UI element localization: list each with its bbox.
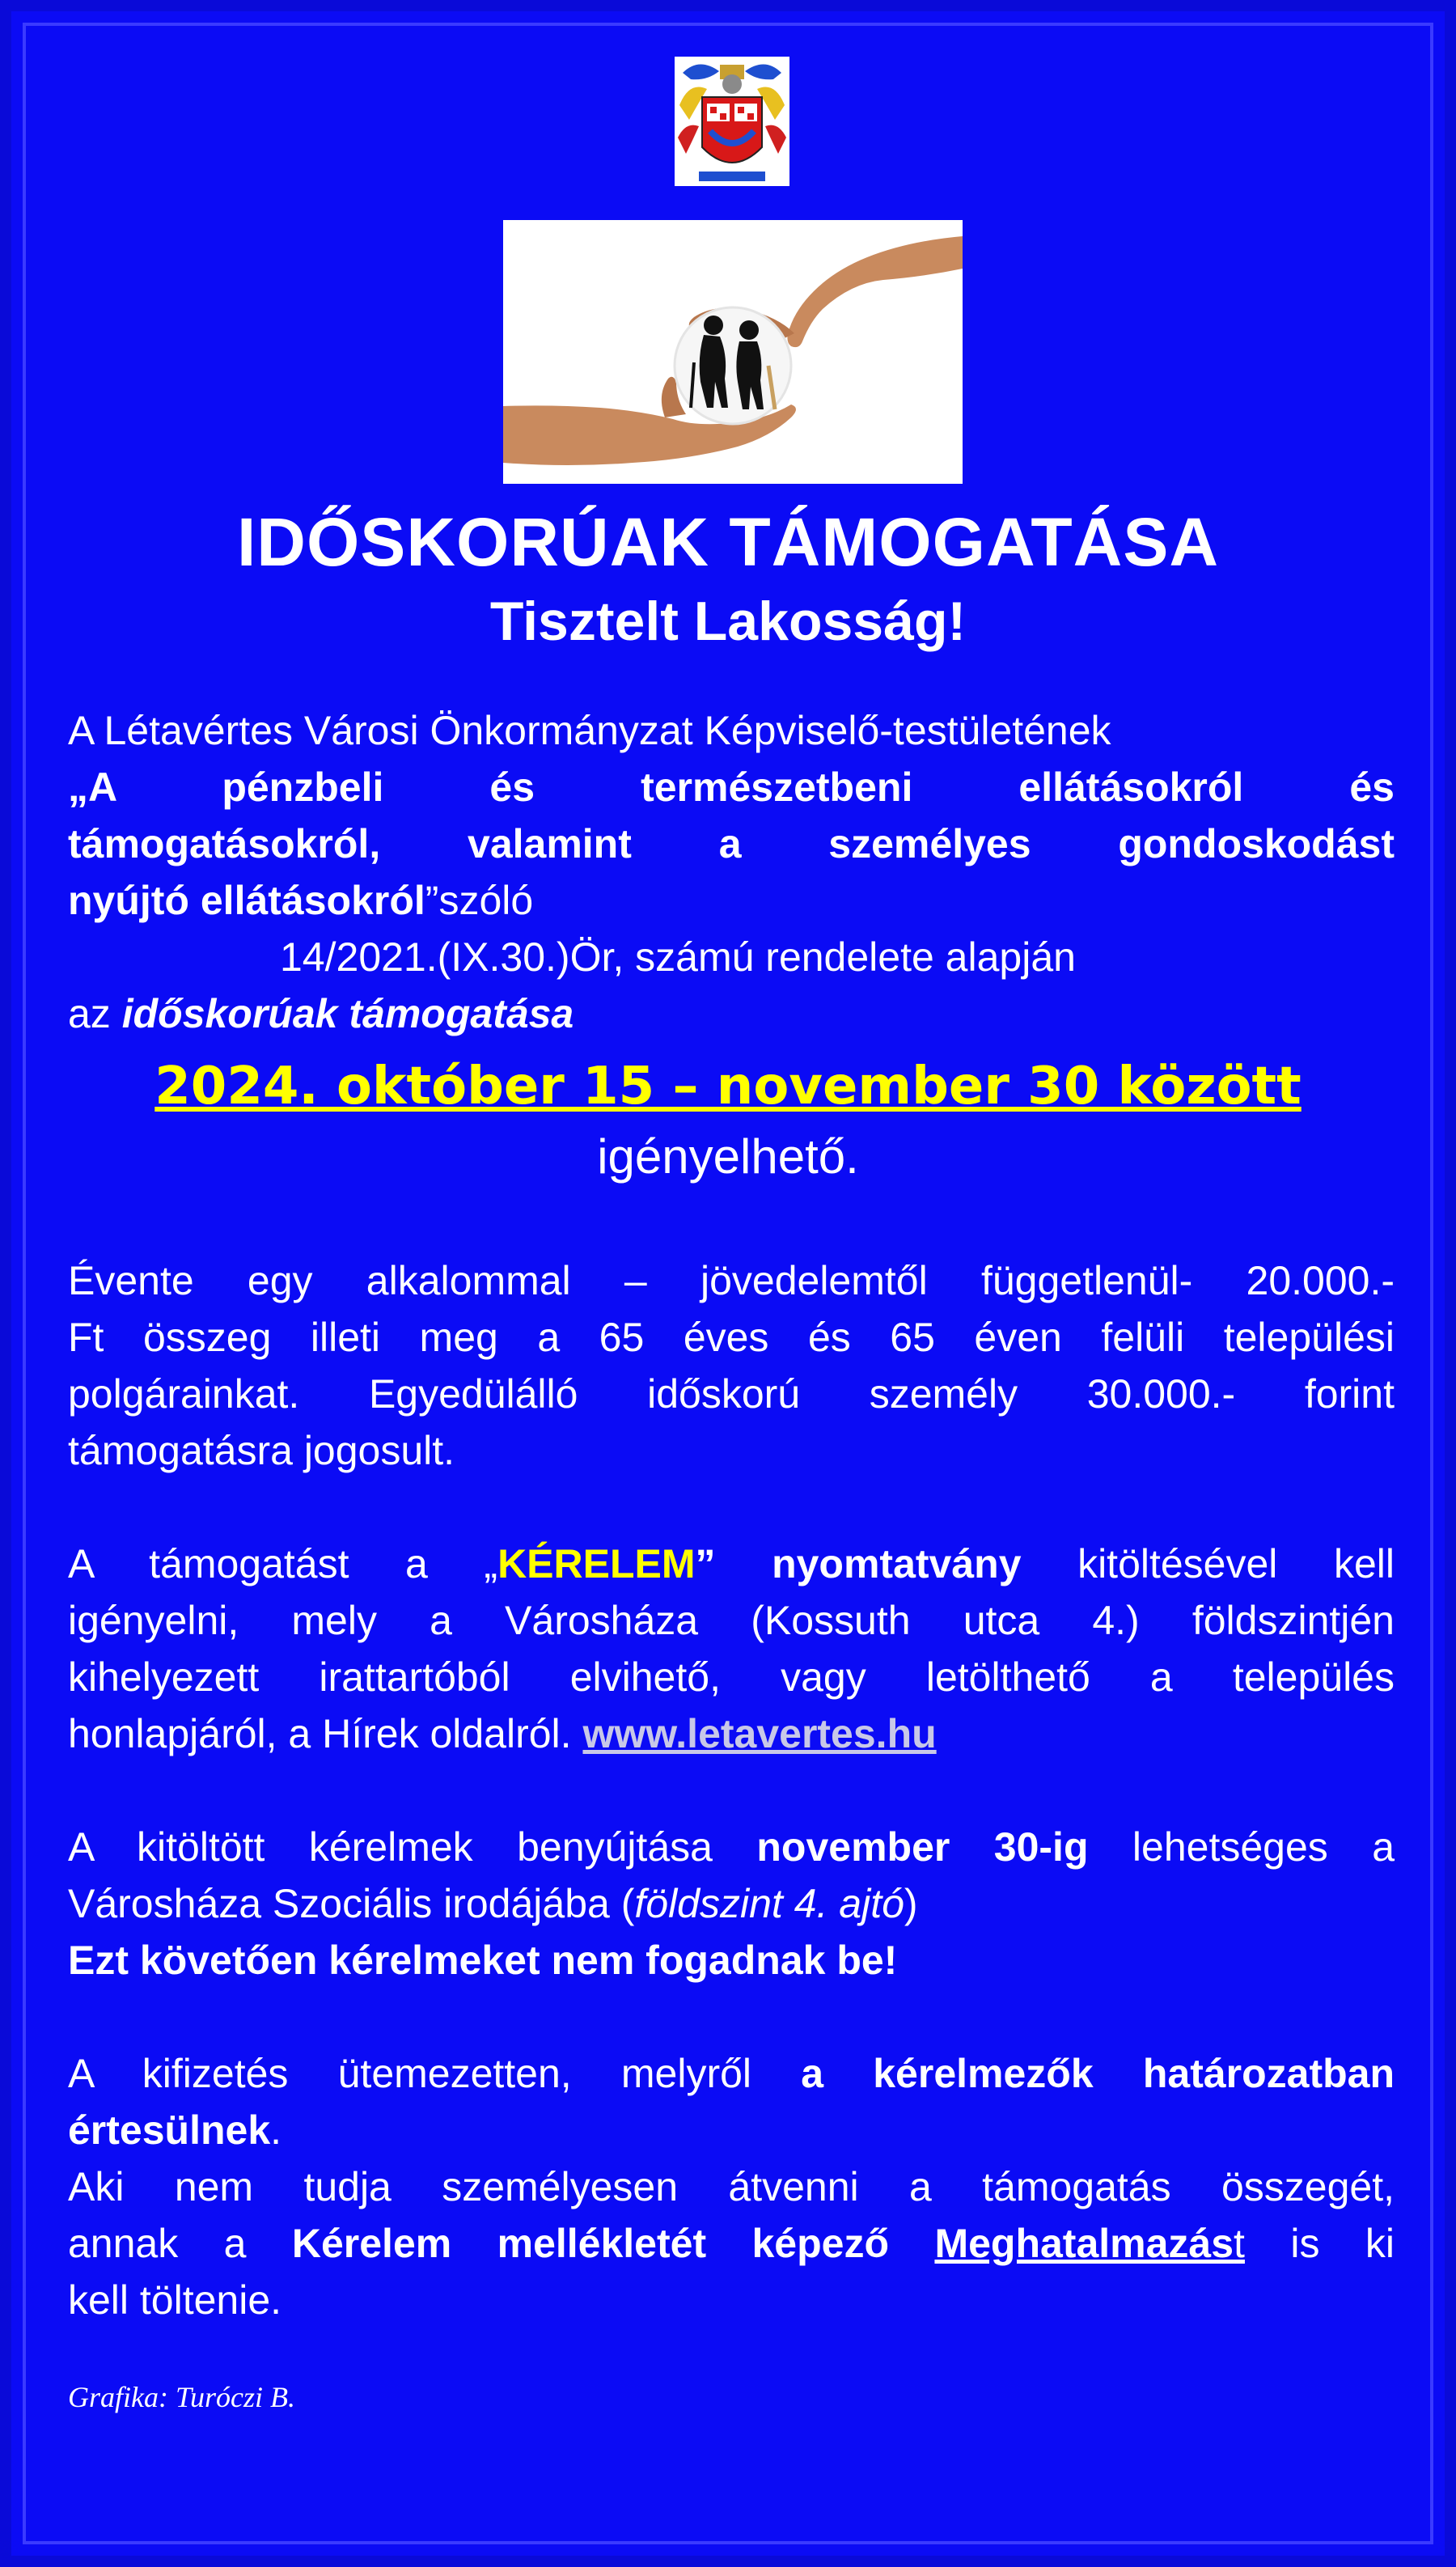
form-line: igényelni, mely a Városháza (Kossuth utca 4.) földszintjén [68, 1598, 1395, 1643]
intro-line: A Létavértes Városi Önkormányzat Képviselő-testületének [68, 708, 1111, 753]
amount-line: Ft összeg illeti meg a 65 éves és 65 éven felüli települési [68, 1315, 1395, 1360]
payment-line [68, 2045, 1395, 2102]
submit-post: lehetséges a [1132, 1824, 1395, 1870]
payment-line: Aki nem tudja személyesen átvenni a támogatás összegét, [68, 2164, 1395, 2209]
intro-paragraph [68, 702, 1395, 1042]
regulation-title-line [68, 872, 1395, 929]
payment-paragraph [68, 2045, 1395, 2328]
kerelem-word: KÉRELEM [497, 1541, 696, 1586]
payment-l4-post: is ki [1290, 2221, 1395, 2266]
regulation-title-part: támogatásokról, valamint a személyes gondoskodást [68, 821, 1395, 866]
page-title: IDŐSKORÚAK TÁMOGATÁSA [236, 504, 1220, 580]
payment-bold: a kérelmezők határozatban [801, 2051, 1395, 2096]
regulation-title-part: „A pénzbeli és természetbeni ellátásokról és [68, 765, 1395, 810]
submit-paragraph [68, 1819, 1395, 1989]
graphics-credit: Grafika: Turóczi B. [68, 2381, 296, 2413]
quote-mark: ” [425, 878, 439, 923]
payment-line [68, 2215, 1395, 2272]
regulation-title-line [68, 759, 1395, 815]
regulation-title-line [68, 815, 1395, 872]
amount-line: polgárainkat. Egyedülálló időskorú személy 30.000.- forint [68, 1371, 1395, 1417]
city-coat-of-arms-icon [675, 57, 789, 186]
hands-protecting-elderly-couple-icon [503, 220, 963, 484]
quote-mark: ” [695, 1541, 716, 1586]
payment-l4-pre: annak a [68, 2221, 247, 2266]
subject-text: időskorúak támogatása [121, 991, 574, 1036]
authorization-suffix: t [1234, 2221, 1245, 2266]
payment-line [68, 2102, 1395, 2158]
form-paragraph [68, 1536, 1395, 1762]
amount-line: támogatásra jogosult. [68, 1428, 455, 1473]
deadline-text: november 30-ig [756, 1824, 1089, 1870]
form-line [68, 1536, 1395, 1592]
submit-line [68, 1875, 1395, 1932]
amount-line: Évente egy alkalommal – jövedelemtől függetlenül- 20.000.- [68, 1258, 1395, 1303]
intro-szolo: szóló [438, 878, 534, 923]
application-period: 2024. október 15 – november 30 között [154, 1057, 1302, 1116]
regulation-number: 14/2021.(IX.30.)Ör, számú rendelete alapján [280, 934, 1076, 980]
payment-bold: értesülnek [68, 2107, 271, 2153]
submit-pre: A kitöltött kérelmek benyújtása [68, 1824, 713, 1870]
submit-line [68, 1819, 1395, 1875]
claimable-text: igényelhető. [597, 1129, 859, 1184]
warning-text: Ezt követően kérelmeket nem fogadnak be! [68, 1938, 898, 1983]
submit-line [68, 1932, 1395, 1989]
office-location: földszint 4. ajtó [634, 1881, 904, 1926]
office-text: Városháza Szociális irodájába ( [68, 1881, 635, 1926]
authorization-word: Meghatalmazás [934, 2221, 1234, 2266]
nyomtatvany-word: nyomtatvány [772, 1541, 1022, 1586]
page-subtitle: Tisztelt Lakosság! [489, 591, 967, 652]
amount-paragraph [68, 1252, 1395, 1479]
form-line: kihelyezett irattartóból elvihető, vagy letölthető a település [68, 1654, 1395, 1700]
website-link[interactable]: www.letavertes.hu [582, 1711, 937, 1756]
payment-l4-bold: Kérelem mellékletét képező [291, 2221, 890, 2266]
form-pre: A támogatást a „ [68, 1541, 498, 1586]
form-line [68, 1705, 1395, 1762]
payment-pre: A kifizetés ütemezetten, melyről [68, 2051, 752, 2096]
payment-dot: . [270, 2107, 282, 2153]
intro-az: az [68, 991, 111, 1036]
office-close: ) [904, 1881, 918, 1926]
regulation-title-part: nyújtó ellátásokról [68, 878, 425, 923]
payment-line: kell töltenie. [68, 2277, 282, 2323]
subject-line [68, 985, 1395, 1042]
form-post: kitöltésével kell [1077, 1541, 1395, 1586]
form-l4: honlapjáról, a Hírek oldalról. [68, 1711, 572, 1756]
